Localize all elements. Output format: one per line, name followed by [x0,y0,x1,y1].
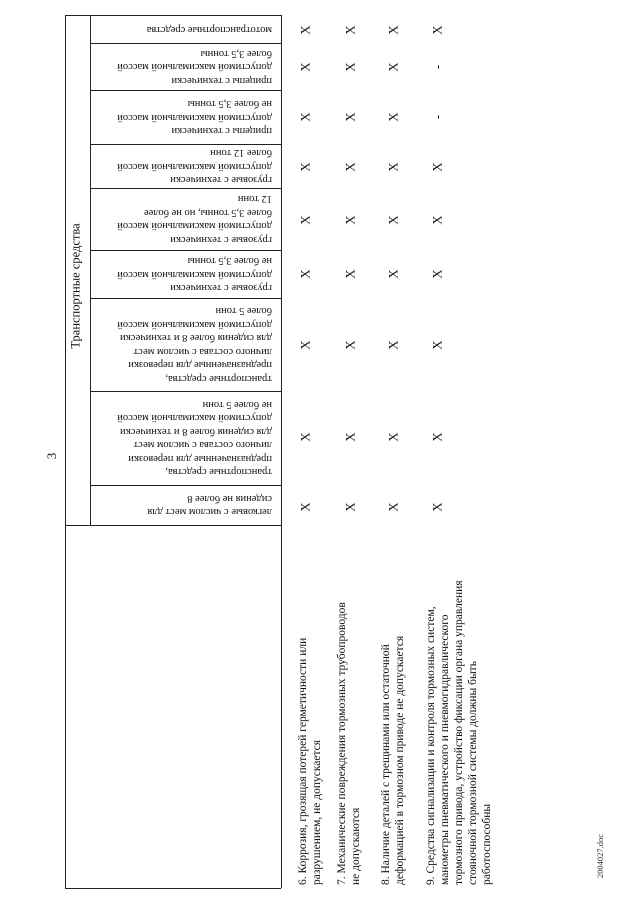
applicability-mark: Х [385,112,401,122]
requirement-row-label: 9. Средства сигнализации и контроля тормозных систем, манометры пневматического и пневмогидравлического тормозного привода, устройство фиксации органа управления стояночной тормозной системы должны быть работоспособны [425,580,493,885]
category-cell-trucks-3-5-to-12t [90,188,281,250]
category-label: прицепы с технически допустимой максимальной массой более 3,5 тонны [117,47,272,86]
applicability-mark: Х [385,62,401,72]
applicability-mark: Х [342,162,358,172]
requirement-row-label: 8. Наличие деталей с трещинами или остаточной деформацией в тормозном приводе не допускается [380,635,406,885]
applicability-mark: Х [429,215,445,225]
table-border-bottom [65,888,281,889]
applicability-mark: Х [297,269,313,279]
category-label: грузовые с технически допустимой максимальной массой более 3,5 тонны, но не более 12 тонн [117,193,272,245]
requirements-column-divider [65,525,281,526]
applicability-mark: Х [385,25,401,35]
applicability-mark: Х [342,215,358,225]
category-cell-trucks-up-to-3-5t [90,250,281,298]
applicability-mark: Х [385,502,401,512]
applicability-mark: Х [385,162,401,172]
applicability-mark: - [429,114,445,120]
applicability-mark: Х [342,269,358,279]
applicability-mark: Х [342,62,358,72]
category-label: транспортные средства, предназначенные для перевозки личного состава с числом мест для сидения более 8 и технически допустимой максимальной массой более 5 тонн [117,305,272,384]
applicability-mark: Х [429,162,445,172]
applicability-mark: Х [342,502,358,512]
requirement-row-label: 6. Коррозия, грозящая потерей герметичности или разрушением, не допускается [297,637,323,885]
category-cell-buses-up-to-5t [90,391,281,485]
applicability-mark: Х [385,215,401,225]
applicability-mark: Х [429,25,445,35]
footer-filename: 2004027.doc [595,833,605,879]
applicability-mark: Х [385,432,401,442]
category-label: мототранспортные средства [146,23,272,35]
applicability-mark: Х [429,502,445,512]
applicability-mark: Х [297,502,313,512]
category-label: грузовые с технически допустимой максимальной массой не более 3,5 тонны [117,255,272,294]
category-label: легковые с числом мест для сидения не более 8 [147,493,272,518]
column-number: 3 [44,452,59,460]
applicability-mark: Х [385,340,401,350]
category-cell-motorcycles [90,15,281,43]
applicability-mark: Х [342,340,358,350]
applicability-mark: Х [429,340,445,350]
applicability-mark: Х [342,25,358,35]
applicability-mark: Х [385,269,401,279]
category-label: прицепы с технически допустимой максимальной массой не более 3,5 тонны [117,98,272,137]
category-cell-trucks-over-12t [90,144,281,188]
applicability-mark: Х [297,340,313,350]
category-cell-passenger-cars [90,485,281,525]
applicability-mark: Х [297,432,313,442]
group-title: Транспортные средства [68,223,83,349]
table-border-left [65,15,66,888]
category-cell-buses-over-5t [90,298,281,391]
applicability-mark: Х [297,162,313,172]
applicability-mark: Х [429,269,445,279]
category-cell-trailers-over-3-5t [90,43,281,90]
applicability-mark: Х [297,25,313,35]
applicability-mark: Х [429,432,445,442]
requirement-row-label: 7. Механические повреждения тормозных трубопроводов не допускаются [336,602,362,885]
applicability-mark: Х [297,215,313,225]
applicability-mark: Х [297,62,313,72]
applicability-mark: - [429,64,445,70]
applicability-mark: Х [342,432,358,442]
applicability-mark: Х [297,112,313,122]
category-label: транспортные средства, предназначенные для перевозки личного состава с числом мест для сидения более 8 и технически допустимой максимальной массой не более 5 тонн [117,399,272,478]
category-cell-trailers-up-to-3-5t [90,90,281,144]
header-divider [281,15,282,888]
applicability-mark: Х [342,112,358,122]
category-label: грузовые с технически допустимой максимальной массой более 12 тонн [117,147,272,186]
